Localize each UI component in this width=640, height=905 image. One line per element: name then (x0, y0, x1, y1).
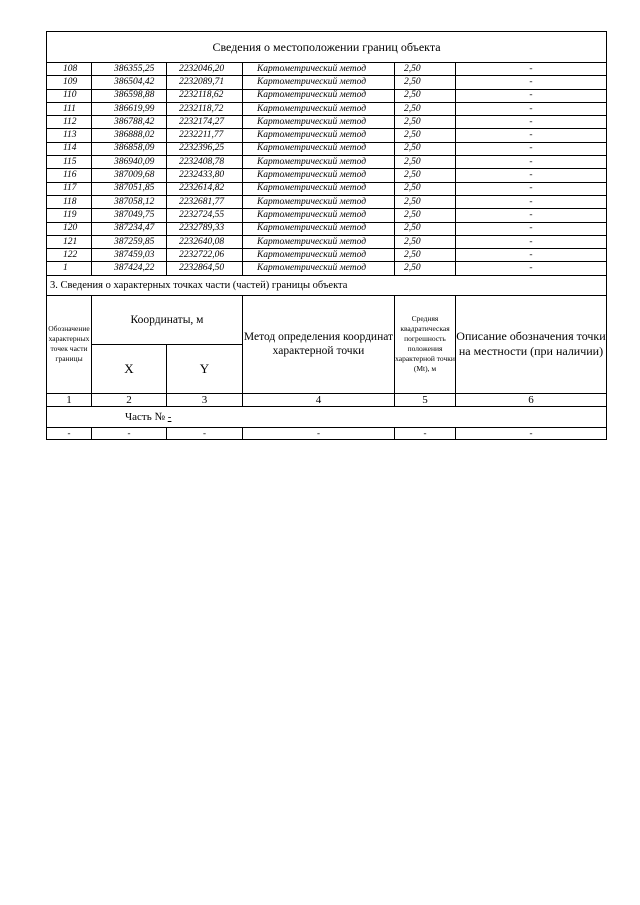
point-y: 2232864,50 (167, 262, 243, 275)
table-row (47, 76, 607, 89)
empty-cell: - (92, 427, 167, 439)
point-accuracy: 2,50 (395, 89, 456, 102)
empty-cell: - (456, 427, 607, 439)
point-number: 122 (47, 249, 92, 262)
point-description: - (456, 129, 607, 142)
point-description: - (456, 209, 607, 222)
column-index: 3 (167, 393, 243, 406)
point-x: 387424,22 (92, 262, 167, 275)
point-method: Картометрический метод (243, 209, 395, 222)
empty-cell: - (47, 427, 92, 439)
header-coordinates: Координаты, м (92, 295, 243, 344)
point-y: 2232396,25 (167, 142, 243, 155)
point-accuracy: 2,50 (395, 262, 456, 275)
point-number: 114 (47, 142, 92, 155)
point-method: Картометрический метод (243, 129, 395, 142)
column-index: 4 (243, 393, 395, 406)
point-x: 386940,09 (92, 156, 167, 169)
table-row (47, 222, 607, 235)
part-row (47, 406, 607, 427)
point-method: Картометрический метод (243, 182, 395, 195)
point-number: 118 (47, 195, 92, 208)
point-y: 2232118,62 (167, 89, 243, 102)
point-number: 112 (47, 116, 92, 129)
point-x: 386788,42 (92, 116, 167, 129)
point-number: 117 (47, 182, 92, 195)
point-description: - (456, 102, 607, 115)
point-x: 386504,42 (92, 76, 167, 89)
point-number: 113 (47, 129, 92, 142)
point-accuracy: 2,50 (395, 63, 456, 76)
point-description: - (456, 169, 607, 182)
point-x: 387009,68 (92, 169, 167, 182)
point-number: 115 (47, 156, 92, 169)
point-number: 109 (47, 76, 92, 89)
header-y: Y (167, 344, 243, 393)
header-description: Описание обозначения точки на местности (при наличии) (456, 295, 607, 393)
boundary-table (46, 31, 607, 440)
point-x: 387259,85 (92, 235, 167, 248)
point-y: 2232433,80 (167, 169, 243, 182)
point-method: Картометрический метод (243, 195, 395, 208)
point-description: - (456, 222, 607, 235)
column-index: 5 (395, 393, 456, 406)
point-method: Картометрический метод (243, 89, 395, 102)
column-index: 1 (47, 393, 92, 406)
point-x: 387049,75 (92, 209, 167, 222)
point-method: Картометрический метод (243, 76, 395, 89)
point-number: 110 (47, 89, 92, 102)
point-y: 2232408,78 (167, 156, 243, 169)
point-description: - (456, 142, 607, 155)
empty-cell: - (167, 427, 243, 439)
point-number: 119 (47, 209, 92, 222)
point-method: Картометрический метод (243, 222, 395, 235)
part-label: Часть № (125, 410, 165, 423)
point-x: 386355,25 (92, 63, 167, 76)
point-method: Картометрический метод (243, 249, 395, 262)
point-accuracy: 2,50 (395, 222, 456, 235)
point-y: 2232118,72 (167, 102, 243, 115)
point-number: 108 (47, 63, 92, 76)
point-number: 111 (47, 102, 92, 115)
table-row (47, 262, 607, 275)
point-method: Картометрический метод (243, 116, 395, 129)
point-y: 2232089,71 (167, 76, 243, 89)
section-title: Сведения о местоположении границ объекта (47, 32, 607, 63)
point-y: 2232174,27 (167, 116, 243, 129)
point-description: - (456, 156, 607, 169)
table-row (47, 102, 607, 115)
section3-title: 3. Сведения о характерных точках части (частей) границы объекта (47, 275, 607, 295)
point-x: 387459,03 (92, 249, 167, 262)
point-x: 386858,09 (92, 142, 167, 155)
column-index: 6 (456, 393, 607, 406)
point-method: Картометрический метод (243, 169, 395, 182)
point-method: Картометрический метод (243, 262, 395, 275)
point-accuracy: 2,50 (395, 195, 456, 208)
table-row (47, 209, 607, 222)
point-description: - (456, 235, 607, 248)
point-accuracy: 2,50 (395, 169, 456, 182)
point-y: 2232681,77 (167, 195, 243, 208)
point-number: 1 (47, 262, 92, 275)
point-y: 2232211,77 (167, 129, 243, 142)
point-method: Картометрический метод (243, 102, 395, 115)
point-x: 386888,02 (92, 129, 167, 142)
table-row (47, 129, 607, 142)
table-row (47, 116, 607, 129)
point-description: - (456, 262, 607, 275)
point-number: 116 (47, 169, 92, 182)
header-point-designation: Обозначение характерных точек части границы (47, 295, 92, 393)
header-accuracy: Средняя квадратическая погрешность положения характерной точки (Mt), м (395, 295, 456, 393)
header-x: X (92, 344, 167, 393)
point-description: - (456, 63, 607, 76)
point-x: 387058,12 (92, 195, 167, 208)
point-y: 2232789,33 (167, 222, 243, 235)
point-method: Картометрический метод (243, 235, 395, 248)
point-y: 2232046,20 (167, 63, 243, 76)
point-description: - (456, 89, 607, 102)
point-method: Картометрический метод (243, 142, 395, 155)
point-x: 386598,88 (92, 89, 167, 102)
point-description: - (456, 116, 607, 129)
part-cell (47, 406, 607, 427)
point-accuracy: 2,50 (395, 182, 456, 195)
point-number: 120 (47, 222, 92, 235)
point-description: - (456, 76, 607, 89)
point-description: - (456, 182, 607, 195)
boundary-document (46, 31, 606, 440)
table-row (47, 156, 607, 169)
point-description: - (456, 195, 607, 208)
point-number: 121 (47, 235, 92, 248)
table-row (47, 89, 607, 102)
table-row (47, 182, 607, 195)
table-row (47, 63, 607, 76)
table-row (47, 235, 607, 248)
point-y: 2232724,55 (167, 209, 243, 222)
column-index-row (47, 393, 607, 406)
point-y: 2232614,82 (167, 182, 243, 195)
point-accuracy: 2,50 (395, 209, 456, 222)
point-x: 386619,99 (92, 102, 167, 115)
point-x: 387234,47 (92, 222, 167, 235)
point-accuracy: 2,50 (395, 116, 456, 129)
point-accuracy: 2,50 (395, 235, 456, 248)
point-y: 2232722,06 (167, 249, 243, 262)
point-method: Картометрический метод (243, 63, 395, 76)
column-index: 2 (92, 393, 167, 406)
point-accuracy: 2,50 (395, 129, 456, 142)
table-row (47, 142, 607, 155)
point-accuracy: 2,50 (395, 249, 456, 262)
empty-data-row (47, 427, 607, 439)
table-row (47, 169, 607, 182)
point-accuracy: 2,50 (395, 76, 456, 89)
header-method: Метод определения координат характерной точки (243, 295, 395, 393)
table-row (47, 195, 607, 208)
point-description: - (456, 249, 607, 262)
point-method: Картометрический метод (243, 156, 395, 169)
point-accuracy: 2,50 (395, 142, 456, 155)
point-x: 387051,85 (92, 182, 167, 195)
point-accuracy: 2,50 (395, 102, 456, 115)
point-y: 2232640,08 (167, 235, 243, 248)
empty-cell: - (395, 427, 456, 439)
empty-cell: - (243, 427, 395, 439)
table-row (47, 249, 607, 262)
part-number: - (167, 410, 172, 423)
point-accuracy: 2,50 (395, 156, 456, 169)
